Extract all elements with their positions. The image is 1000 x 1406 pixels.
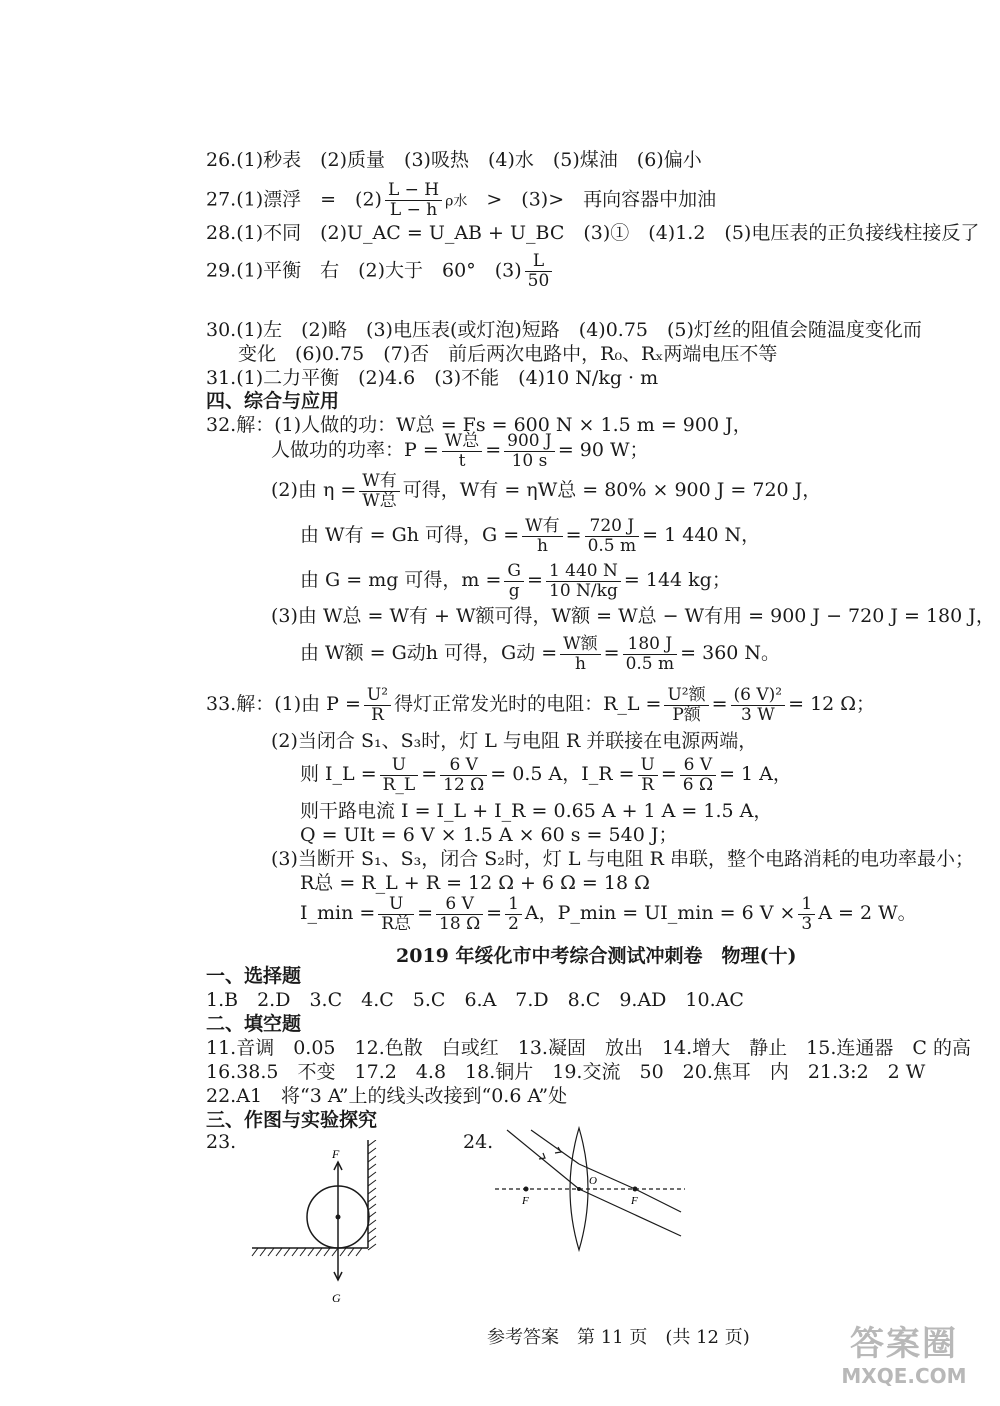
section-4-heading: 四、综合与应用 (206, 390, 340, 412)
fraction: $\frac{\text{U²}}{R}$ (364, 686, 391, 725)
answer-26: 26.(1)秒表 (2)质量 (3)吸热 (4)水 (5)煤油 (6)偏小 (206, 149, 702, 171)
answer-27 (206, 181, 716, 220)
fraction: $\frac{720 J}{0.5 m}$ (585, 517, 640, 556)
answer-32-line3: (2)由 η = $\frac{\text{W有}}{\text{W总}}$ 可得，W有 = ηW总 = 80% × 900 J = 720 J， (271, 470, 822, 511)
fraction: $\frac{\text{(6 V)²}}{3 W}$ (731, 686, 786, 725)
answer-33-line1: 33.解：(1)由 P = $\frac{\text{U²}}{R}$ 得灯正常发光时的电阻：R_L = $\frac{\text{U²额}}{\text{P额}}$ = $\frac{\text{(6 V)²}}{3 W}$ = 12 Ω； (206, 684, 876, 725)
answer-29 (206, 252, 555, 291)
focal-point-right-label: F (631, 1195, 638, 1207)
answer-33-line2: (2)当闭合 S₁、S₃时，灯 L 与电阻 R 并联接在电源两端， (271, 730, 758, 752)
question-24-label: 24. (463, 1131, 494, 1153)
fraction: $\frac{G}{g}$ (504, 562, 524, 601)
fraction: $\frac{U}{R}$ (638, 756, 658, 795)
answer-32-line7: 由 W额 = G动h 可得，G动 = $\frac{\text{W额}}{h}$ = $\frac{180 J}{0.5 m}$ = 360 N。 (300, 633, 781, 674)
fraction: $\frac{U}{R\_L}$ (380, 756, 419, 795)
answer-27-text: 27.(1)漂浮 = (2) (206, 188, 382, 211)
focal-point-left-label: F (522, 1195, 529, 1207)
fill-answers-1: 11.音调 0.05 12.色散 白或红 13.凝固 放出 14.增大 静止 15.连通器 C 的高 (206, 1037, 971, 1059)
section-1-heading: 一、选择题 (206, 965, 302, 987)
fill-answers-3: 22.A1 将“3 A”上的线头改接到“0.6 A”处 (206, 1085, 568, 1107)
answer-31: 31.(1)二力平衡 (2)4.6 (3)不能 (4)10 N/kg · m (206, 367, 659, 389)
fraction: $\frac{L - H}{L - h}$ (385, 181, 442, 220)
fill-answers-2: 16.38.5 不变 17.2 4.8 18.铜片 19.交流 50 20.焦耳 内 21.3:2 2 W (206, 1061, 926, 1083)
answer-28: 28.(1)不同 (2)U_AC = U_AB + U_BC (3)① (4)1.2 (5)电压表的正负接线柱接反了 (206, 222, 980, 244)
choice-answers: 1.B 2.D 3.C 4.C 5.C 6.A 7.D 8.C 9.AD 10.AC (206, 989, 744, 1011)
question-23-label: 23. (206, 1131, 237, 1153)
watermark-url: MXQE.COM (841, 1364, 967, 1388)
watermark-logo (818, 1324, 990, 1390)
answer-32-line2: 人做功的功率：P = $\frac{\text{W总}}{t}$ = $\frac{900 J}{10 s}$ = 90 W； (271, 430, 649, 471)
force-label-G: G (332, 1291, 341, 1305)
answer-32-line6: (3)由 W总 = W有 + W额可得，W额 = W总 − W有用 = 900 J − 720 J = 180 J， (271, 605, 995, 627)
answer-30-line2: 变化 (6)0.75 (7)否 前后两次电路中，R₀、Rₓ两端电压不等 (238, 343, 778, 365)
figure-24-lens-diagram (495, 1126, 690, 1252)
fraction: $\frac{\text{U²额}}{\text{P额}}$ (664, 686, 708, 725)
fraction: $\frac{180 J}{0.5 m}$ (623, 635, 678, 674)
answer-27-rest: > (3)> 再向容器中加油 (467, 188, 717, 211)
figure-23-force-diagram (250, 1140, 395, 1310)
fraction: $\frac{900 J}{10 s}$ (504, 432, 555, 471)
answer-33-line7: R总 = R_L + R = 12 Ω + 6 Ω = 18 Ω (300, 872, 650, 894)
rho-water: ρ水 (445, 193, 468, 210)
fraction: $\frac{L}{50}$ (525, 252, 553, 291)
fraction: $\frac{6 V}{18 \Omega}$ (436, 895, 483, 934)
fraction: $\frac{1}{3}$ (798, 895, 815, 934)
fraction: $\frac{1 440 N}{10 N/kg}$ (546, 562, 621, 601)
fraction: $\frac{U}{\text{R总}}$ (378, 895, 414, 934)
paper-title: 2019 年绥化市中考综合测试冲刺卷 物理(十) (396, 945, 797, 967)
answer-33-line6: (3)当断开 S₁、S₃，闭合 S₂时，灯 L 与电阻 R 串联，整个电路消耗的电功率最小； (271, 848, 974, 870)
fraction: $\frac{\text{W额}}{h}$ (560, 635, 600, 674)
page-footer: 参考答案 第 11 页 (共 12 页) (487, 1327, 750, 1348)
answer-32-line5: 由 G = mg 可得，m = $\frac{G}{g}$ = $\frac{1 440 N}{10 N/kg}$ = 144 kg； (300, 560, 731, 601)
section-2-heading: 二、填空题 (206, 1013, 302, 1035)
fraction: $\frac{\text{W有}}{\text{W总}}$ (359, 472, 399, 511)
answer-32-line4: 由 W有 = Gh 可得，G = $\frac{\text{W有}}{h}$ = $\frac{720 J}{0.5 m}$ = 1 440 N， (300, 515, 761, 556)
watermark-text: 答案圈 (850, 1324, 958, 1364)
section-3-heading: 三、作图与实验探究 (206, 1109, 378, 1131)
fraction: $\frac{\text{W总}}{t}$ (442, 432, 482, 471)
answer-33-line3: 则 I_L = $\frac{U}{R\_L}$ = $\frac{6 V}{12 \Omega}$ = 0.5 A，I_R = $\frac{U}{R}$ = $\frac{6 V}{6 \Omega}$ = 1 A， (300, 754, 792, 795)
answer-30-line1: 30.(1)左 (2)略 (3)电压表(或灯泡)短路 (4)0.75 (5)灯丝的阻值会随温度变化而 (206, 319, 922, 341)
fraction: $\frac{6 V}{6 \Omega}$ (680, 756, 716, 795)
fraction: $\frac{6 V}{12 \Omega}$ (440, 756, 487, 795)
answer-29-text: 29.(1)平衡 右 (2)大于 60° (3) (206, 259, 522, 282)
answer-33-line5: Q = UIt = 6 V × 1.5 A × 60 s = 540 J； (300, 824, 678, 846)
answer-32-line1: 32.解：(1)人做的功：W总 = Fs = 600 N × 1.5 m = 900 J， (206, 414, 752, 436)
fraction: $\frac{\text{W有}}{h}$ (522, 517, 562, 556)
fraction: $\frac{1}{2}$ (505, 895, 522, 934)
answer-33-line8: I_min = $\frac{U}{\text{R总}}$ = $\frac{6 V}{18 \Omega}$ = $\frac{1}{2}$ A，P_min = UI_min = 6 V × $\frac{1}{3}$ A = 2 W。 (300, 893, 917, 934)
optical-center-label: O (589, 1175, 597, 1187)
answer-33-line4: 则干路电流 I = I_L + I_R = 0.65 A + 1 A = 1.5 A， (300, 800, 773, 822)
force-label-F: F (332, 1147, 340, 1161)
